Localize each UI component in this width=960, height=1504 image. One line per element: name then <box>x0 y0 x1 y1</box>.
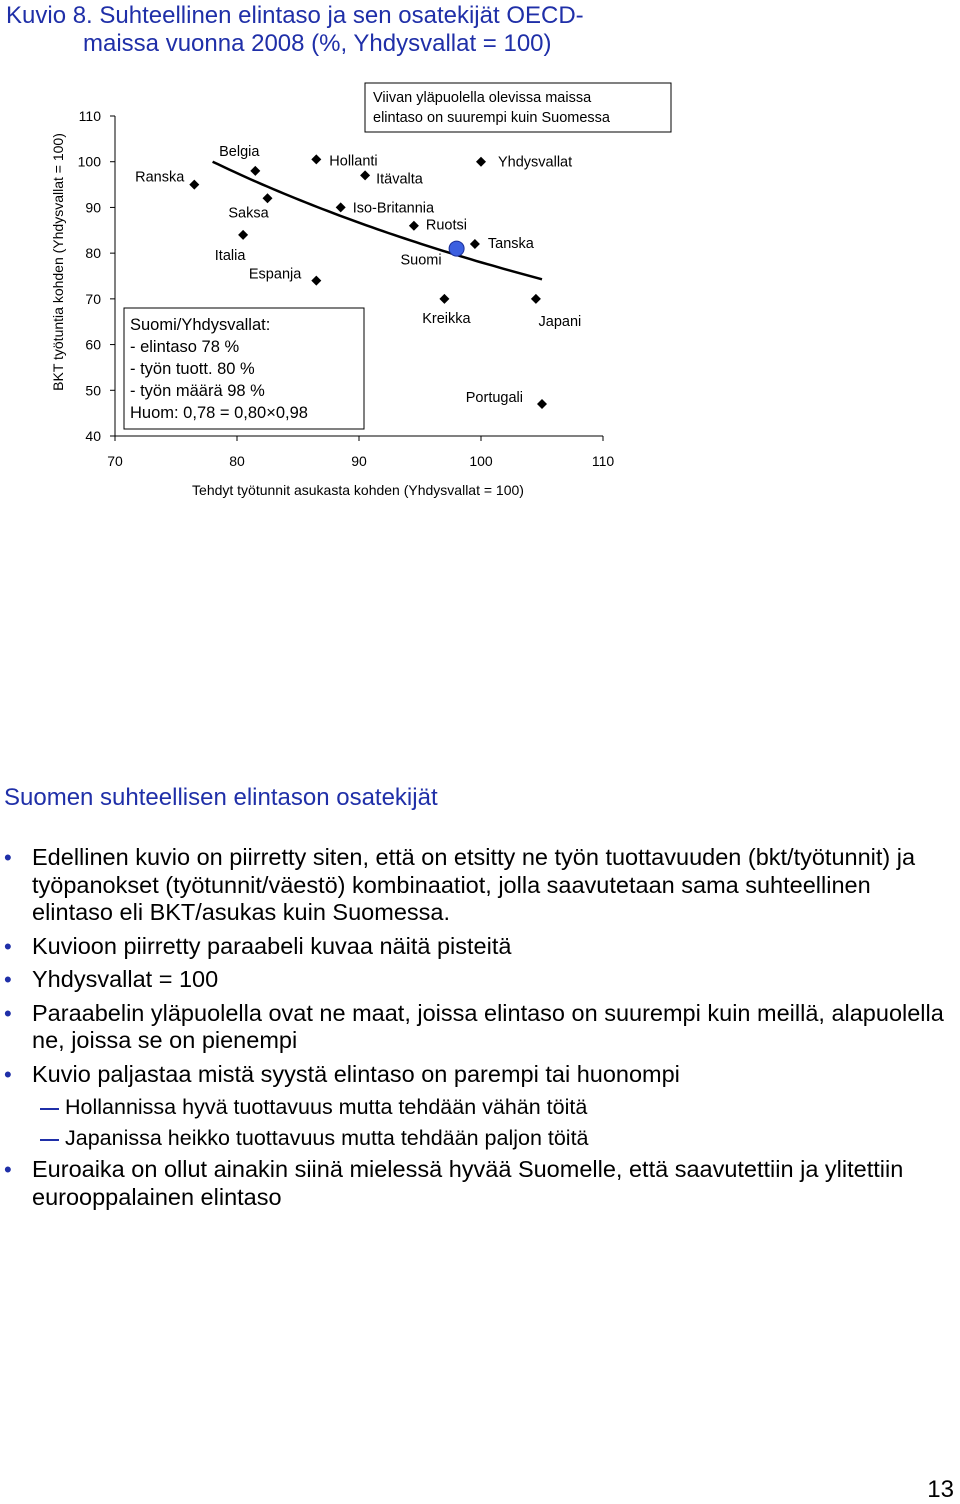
point-label-itavalta: Itävalta <box>376 171 423 188</box>
point-label-tanska: Tanska <box>487 236 534 252</box>
point-label-belgia: Belgia <box>219 143 260 160</box>
point-label-saksa: Saksa <box>228 205 269 222</box>
point-label-ruotsi: Ruotsi <box>425 217 468 234</box>
y-tick-label: 110 <box>78 108 101 124</box>
y-tick-label: 80 <box>85 245 101 262</box>
annotation-top-line-2: elintaso on suurempi kuin Suomessa <box>373 110 610 126</box>
figure-title-line-2: maissa vuonna 2008 (%, Yhdysvallat = 100) <box>83 30 552 57</box>
point-label-kreikka: Kreikka <box>422 310 471 327</box>
figure-title-line-1: Kuvio 8. Suhteellinen elintaso ja sen osatekijät OECD- <box>6 2 584 29</box>
point-suomi <box>449 241 464 256</box>
annotation-info-box <box>124 308 364 429</box>
x-tick-label: 90 <box>351 453 367 469</box>
point-label-italia: Italia <box>214 247 246 264</box>
section-heading: Suomen suhteellisen elintason osatekijät <box>4 784 438 811</box>
bullet-item: • Edellinen kuvio on piirretty siten, että on etsitty ne työn tuottavuuden (bkt/työtunnit) ja työpanokset (työtunnit/väestö) kombinaatiot, jolla saavutetaan sama suhteellinen elintaso eli BKT/asukas kuin Suomessa. <box>0 844 950 927</box>
annotation-top-box <box>365 83 671 132</box>
bullet-item: • Euroaika on ollut ainakin siinä mielessä hyvää Suomelle, että saavutettiin ja ylitettiin eurooppalainen elintaso <box>0 1156 950 1211</box>
bullet-item: • Paraabelin yläpuolella ovat ne maat, joissa elintaso on suurempi kuin meillä, alapuolella ne, joissa se on pienempi <box>0 1000 950 1055</box>
point-japani <box>531 294 541 304</box>
point-label-espanja: Espanja <box>248 266 302 283</box>
page-number: 13 <box>927 1476 954 1503</box>
sub-bullet-item: Japanissa heikko tuottavuus mutta tehdään paljon töitä <box>0 1125 950 1153</box>
point-label-japani: Japani <box>538 313 582 330</box>
point-label-iso-britannia: Iso-Britannia <box>352 200 435 217</box>
point-tanska <box>470 239 480 249</box>
info-line-2: - elintaso 78 % <box>130 338 240 356</box>
bullet-item: • Kuvio paljastaa mistä syystä elintaso on parempi tai huonompi <box>0 1061 950 1089</box>
x-axis-label: Tehdyt työtunnit asukasta kohden (Yhdysvallat = 100) <box>192 482 524 498</box>
point-hollanti <box>311 154 321 164</box>
x-tick-label: 70 <box>107 453 123 469</box>
y-tick-label: 90 <box>85 199 101 216</box>
point-portugali <box>537 399 547 409</box>
point-ranska <box>189 180 199 190</box>
y-tick-label: 60 <box>85 336 101 353</box>
info-line-1: Suomi/Yhdysvallat: <box>130 316 271 334</box>
point-yhdysvallat <box>476 157 486 167</box>
point-label-portugali: Portugali <box>465 390 523 406</box>
point-belgia <box>250 166 260 176</box>
point-label-hollanti: Hollanti <box>329 153 378 170</box>
point-italia <box>238 230 248 240</box>
point-itavalta <box>360 170 370 180</box>
sub-bullet-item: Hollannissa hyvä tuottavuus mutta tehdään vähän töitä <box>0 1094 950 1122</box>
y-tick-label: 100 <box>77 153 101 170</box>
point-label-suomi: Suomi <box>400 252 442 269</box>
info-line-3: - työn tuott. 80 % <box>130 360 255 378</box>
x-tick-label: 100 <box>469 453 493 469</box>
point-saksa <box>263 193 273 203</box>
annotation-top-line-1: Viivan yläpuolella olevissa maissa <box>373 90 592 106</box>
bullet-item: • Kuvioon piirretty paraabeli kuvaa näitä pisteitä <box>0 933 950 961</box>
x-tick-label: 80 <box>229 453 245 469</box>
point-ruotsi <box>409 221 419 231</box>
info-line-5: Huom: 0,78 = 0,80×0,98 <box>130 404 308 422</box>
y-tick-label: 50 <box>85 382 101 399</box>
y-tick-label: 40 <box>85 428 101 444</box>
point-label-ranska: Ranska <box>135 169 185 186</box>
bullet-item: • Yhdysvallat = 100 <box>0 966 950 994</box>
y-axis-label: BKT työtuntia kohden (Yhdysvallat = 100) <box>50 133 66 391</box>
point-iso-britannia <box>336 202 346 212</box>
point-kreikka <box>439 294 449 304</box>
point-label-yhdysvallat: Yhdysvallat <box>498 154 573 171</box>
info-line-4: - työn määrä 98 % <box>130 382 265 400</box>
x-tick-label: 110 <box>591 453 615 469</box>
bullet-list <box>0 844 950 1217</box>
scatter-chart <box>0 0 960 510</box>
y-tick-label: 70 <box>85 290 101 307</box>
point-espanja <box>311 276 321 286</box>
